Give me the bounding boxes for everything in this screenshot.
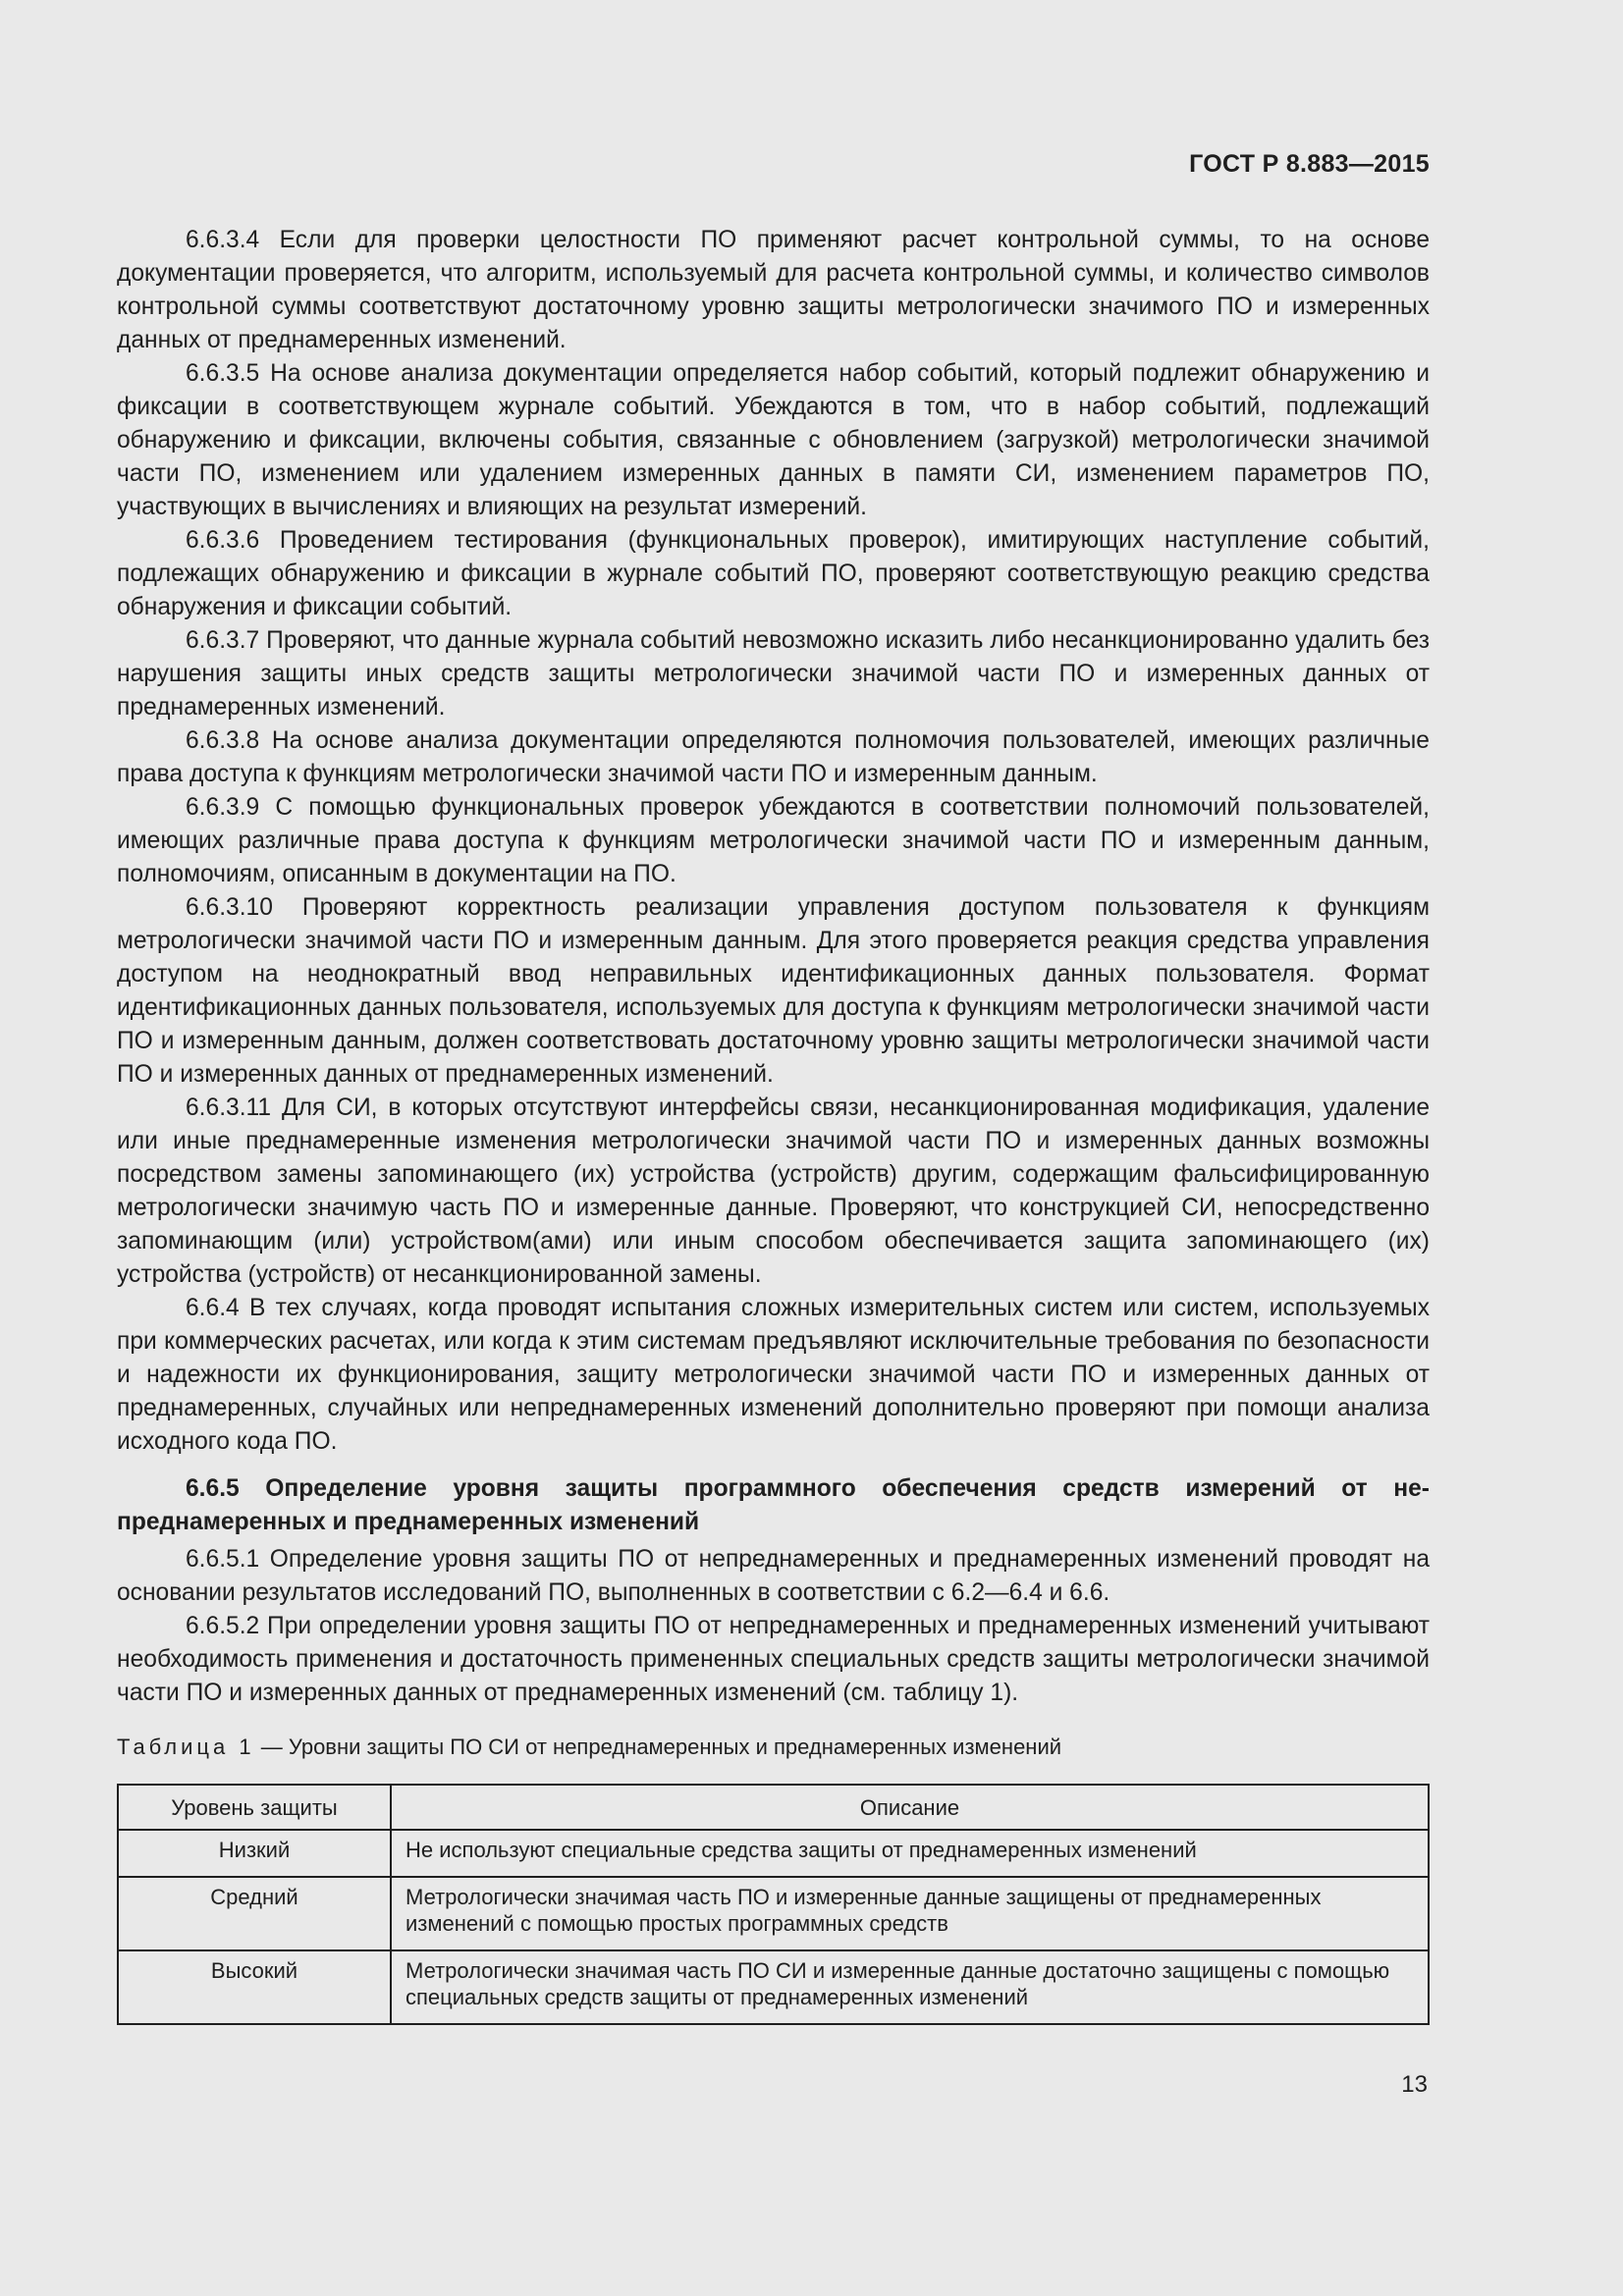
- table-caption-label: Таблица 1: [117, 1735, 255, 1759]
- description-cell: Не используют специальные средства защиты от преднамеренных изменений: [391, 1830, 1429, 1877]
- paragraph-6-6-3-4: 6.6.3.4 Если для проверки целостности ПО применяют расчет контрольной суммы, то на основе документации проверяется, что алгоритм, используемый для расчета контрольной суммы, и количество символов контрольной суммы соответствуют достаточному уровню защиты метрологически значимого ПО и измеренных данных от преднамеренных изменений.: [117, 227, 1430, 353]
- document-body: [117, 224, 1430, 1710]
- description-cell: Метрологически значимая часть ПО и измеренные данные защищены от преднамеренных изменений с помощью простых программных средств: [391, 1877, 1429, 1950]
- table-caption: [117, 1734, 1061, 1761]
- table-row: [118, 1877, 1429, 1950]
- table-caption-title: Уровни защиты ПО СИ от непреднамеренных и преднамеренных изменений: [288, 1735, 1062, 1759]
- section-heading-6-6-5: 6.6.5 Определение уровня защиты программного обеспечения средств измерений от непреднамеренных и преднамеренных изменений: [117, 1475, 1430, 1535]
- paragraph-6-6-3-6: 6.6.3.6 Проведением тестирования (функциональных проверок), имитирующих наступление событий, подлежащих обнаружению и фиксации в журнале событий ПО, проверяют соответствующую реакцию средства обнаружения и фиксации событий.: [117, 527, 1430, 620]
- paragraph-6-6-3-11: 6.6.3.11 Для СИ, в которых отсутствуют интерфейсы связи, несанкционированная модификация, удаление или иные преднамеренные изменения метрологически значимой части ПО и измеренных данных возможны посредством замены запоминающего (их) устройства (устройств) другим, содержащим фальсифицированную метрологически значимую часть ПО и измеренные данные. Проверяют, что конструкцией СИ, непосредственно запоминающим (или) устройством(ами) или иным способом обеспечивается защита запоминающего (их) устройства (устройств) от несанкционированной замены.: [117, 1095, 1430, 1288]
- paragraph-6-6-3-7: 6.6.3.7 Проверяют, что данные журнала событий невозможно исказить либо несанкционированно удалить без нарушения защиты иных средств защиты метрологически значимой части ПО и измеренных данных от преднамеренных изменений.: [117, 627, 1430, 721]
- paragraph-6-6-3-10: 6.6.3.10 Проверяют корректность реализации управления доступом пользователя к функциям метрологически значимой части ПО и измеренным данным. Для этого проверяется реакция средства управления доступом на неоднократный ввод неправильных идентификационных данных пользователя. Формат идентификационных данных пользователя, используемых для доступа к функциям метрологически значимой части ПО и измеренным данным, должен соответствовать достаточному уровню защиты метрологически значимой части ПО и измеренных данных от преднамеренных изменений.: [117, 894, 1430, 1088]
- document-id-header: ГОСТ Р 8.883—2015: [1189, 150, 1430, 178]
- column-header-level: Уровень защиты: [118, 1785, 391, 1830]
- level-cell: Средний: [118, 1877, 391, 1950]
- page-number: 13: [1401, 2071, 1428, 2098]
- paragraph-6-6-5-2: 6.6.5.2 При определении уровня защиты ПО от непреднамеренных и преднамеренных изменений учитывают необходимость применения и достаточность примененных специальных средств защиты метрологически значимой части ПО и измеренных данных от преднамеренных изменений (см. таблицу 1).: [117, 1613, 1430, 1706]
- level-cell: Низкий: [118, 1830, 391, 1877]
- table-row: [118, 1950, 1429, 2024]
- paragraph-6-6-3-8: 6.6.3.8 На основе анализа документации определяются полномочия пользователей, имеющих различные права доступа к функциям метрологически значимой части ПО и измеренным данным.: [117, 727, 1430, 787]
- table-header-row: [118, 1785, 1429, 1830]
- description-cell: Метрологически значимая часть ПО СИ и измеренные данные достаточно защищены с помощью специальных средств защиты от преднамеренных изменений: [391, 1950, 1429, 2024]
- paragraph-6-6-5-1: 6.6.5.1 Определение уровня защиты ПО от непреднамеренных и преднамеренных изменений проводят на основании результатов исследований ПО, выполненных в соответствии с 6.2—6.4 и 6.6.: [117, 1546, 1430, 1606]
- column-header-description: Описание: [391, 1785, 1429, 1830]
- level-cell: Высокий: [118, 1950, 391, 2024]
- protection-levels-table: [117, 1784, 1430, 2025]
- table-row: [118, 1830, 1429, 1877]
- paragraph-6-6-3-9: 6.6.3.9 С помощью функциональных проверок убеждаются в соответствии полномочий пользователей, имеющих различные права доступа к функциям метрологически значимой части ПО и измеренным данным, полномочиям, описанным в документации на ПО.: [117, 794, 1430, 887]
- paragraph-6-6-4: 6.6.4 В тех случаях, когда проводят испытания сложных измерительных систем или систем, используемых при коммерческих расчетах, или когда к этим системам предъявляют исключительные требования по безопасности и надежности их функционирования, защиту метрологически значимой части ПО и измеренных данных от преднамеренных, случайных или непреднамеренных изменений дополнительно проверяют при помощи анализа исходного кода ПО.: [117, 1295, 1430, 1455]
- paragraph-6-6-3-5: 6.6.3.5 На основе анализа документации определяется набор событий, который подлежит обнаружению и фиксации в соответствующем журнале событий. Убеждаются в том, что в набор событий, подлежащий обнаружению и фиксации, включены события, связанные с обновлением (загрузкой) метрологически значимой части ПО, изменением или удалением измеренных данных в памяти СИ, изменением параметров ПО, участвующих в вычислениях и влияющих на результат измерений.: [117, 360, 1430, 520]
- table-caption-dash: —: [254, 1735, 289, 1759]
